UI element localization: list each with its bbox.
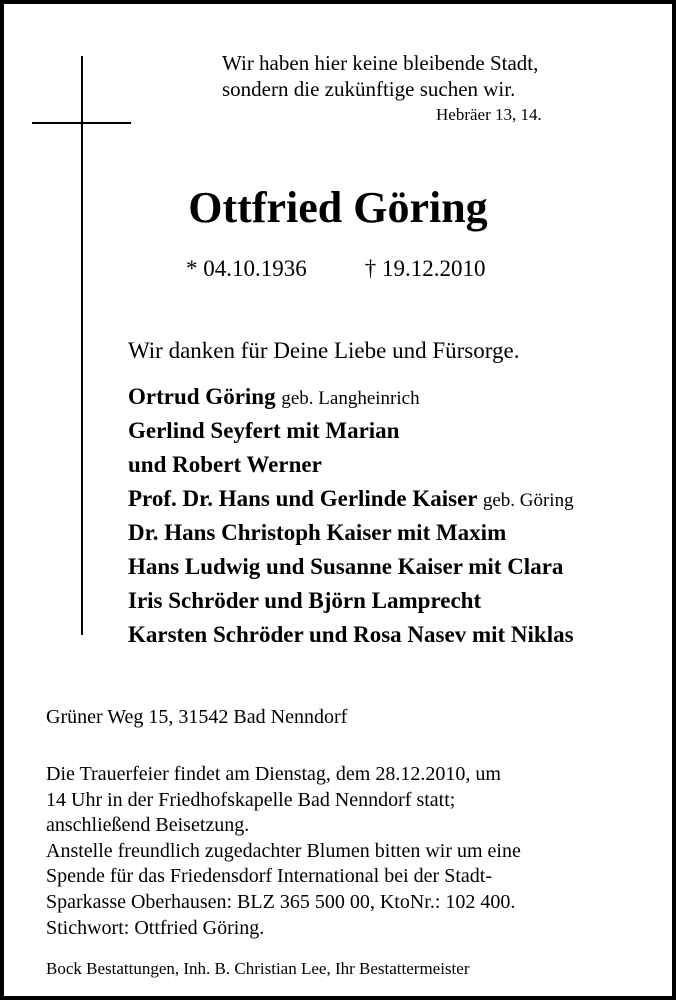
family-member-name: und Robert Werner bbox=[128, 452, 322, 477]
funeral-line: Anstelle freundlich zugedachter Blumen bitten wir um eine bbox=[46, 839, 521, 862]
funeral-line: anschließend Beisetzung. bbox=[46, 814, 250, 837]
verse-line: sondern die zukünftige suchen wir. bbox=[222, 77, 516, 101]
family-member-note: geb. Langheinrich bbox=[281, 388, 420, 409]
family-member-name: Iris Schröder und Björn Lamprecht bbox=[128, 588, 482, 613]
cross-icon-bar bbox=[32, 122, 131, 124]
family-member-name: Dr. Hans Christoph Kaiser mit Maxim bbox=[128, 520, 507, 545]
family-member-name: Prof. Dr. Hans und Gerlinde Kaiser bbox=[128, 486, 478, 511]
family-member-name: Karsten Schröder und Rosa Nasev mit Niklas bbox=[128, 622, 574, 647]
funeral-info bbox=[46, 762, 521, 941]
family-member bbox=[128, 618, 574, 652]
bible-verse bbox=[222, 50, 538, 102]
life-dates bbox=[186, 256, 486, 282]
funeral-line: Stichwort: Ottfried Göring. bbox=[46, 916, 265, 939]
family-list bbox=[128, 380, 574, 652]
funeral-line: Spende für das Friedensdorf International bei der Stadt- bbox=[46, 865, 492, 888]
family-member-name: Gerlind Seyfert mit Marian bbox=[128, 418, 400, 443]
family-member bbox=[128, 516, 574, 550]
deceased-name: Ottfried Göring bbox=[188, 183, 488, 232]
family-member bbox=[128, 414, 574, 448]
family-member-name: Ortrud Göring bbox=[128, 384, 276, 409]
address: Grüner Weg 15, 31542 Bad Nenndorf bbox=[46, 706, 348, 728]
family-member bbox=[128, 584, 574, 618]
funeral-line: Die Trauerfeier findet am Dienstag, dem 28.12.2010, um bbox=[46, 763, 501, 785]
cross-icon bbox=[81, 56, 83, 635]
family-member bbox=[128, 448, 574, 482]
funeral-line: Sparkasse Oberhausen: BLZ 365 500 00, KtoNr.: 102 400. bbox=[46, 890, 516, 913]
family-member-note: geb. Göring bbox=[482, 490, 574, 511]
death-date: † 19.12.2010 bbox=[364, 256, 486, 281]
undertaker-line: Bock Bestattungen, Inh. B. Christian Lee, Ihr Bestattermeister bbox=[46, 959, 470, 978]
family-member bbox=[128, 550, 574, 584]
birth-date: * 04.10.1936 bbox=[186, 256, 307, 281]
family-member-name: Hans Ludwig und Susanne Kaiser mit Clara bbox=[128, 554, 564, 579]
family-member bbox=[128, 380, 574, 414]
verse-reference: Hebräer 13, 14. bbox=[436, 105, 542, 124]
family-member bbox=[128, 482, 574, 516]
thanks-line: Wir danken für Deine Liebe und Fürsorge. bbox=[128, 338, 520, 363]
funeral-line: 14 Uhr in der Friedhofskapelle Bad Nenndorf statt; bbox=[46, 788, 456, 811]
verse-line: Wir haben hier keine bleibende Stadt, bbox=[222, 51, 539, 75]
